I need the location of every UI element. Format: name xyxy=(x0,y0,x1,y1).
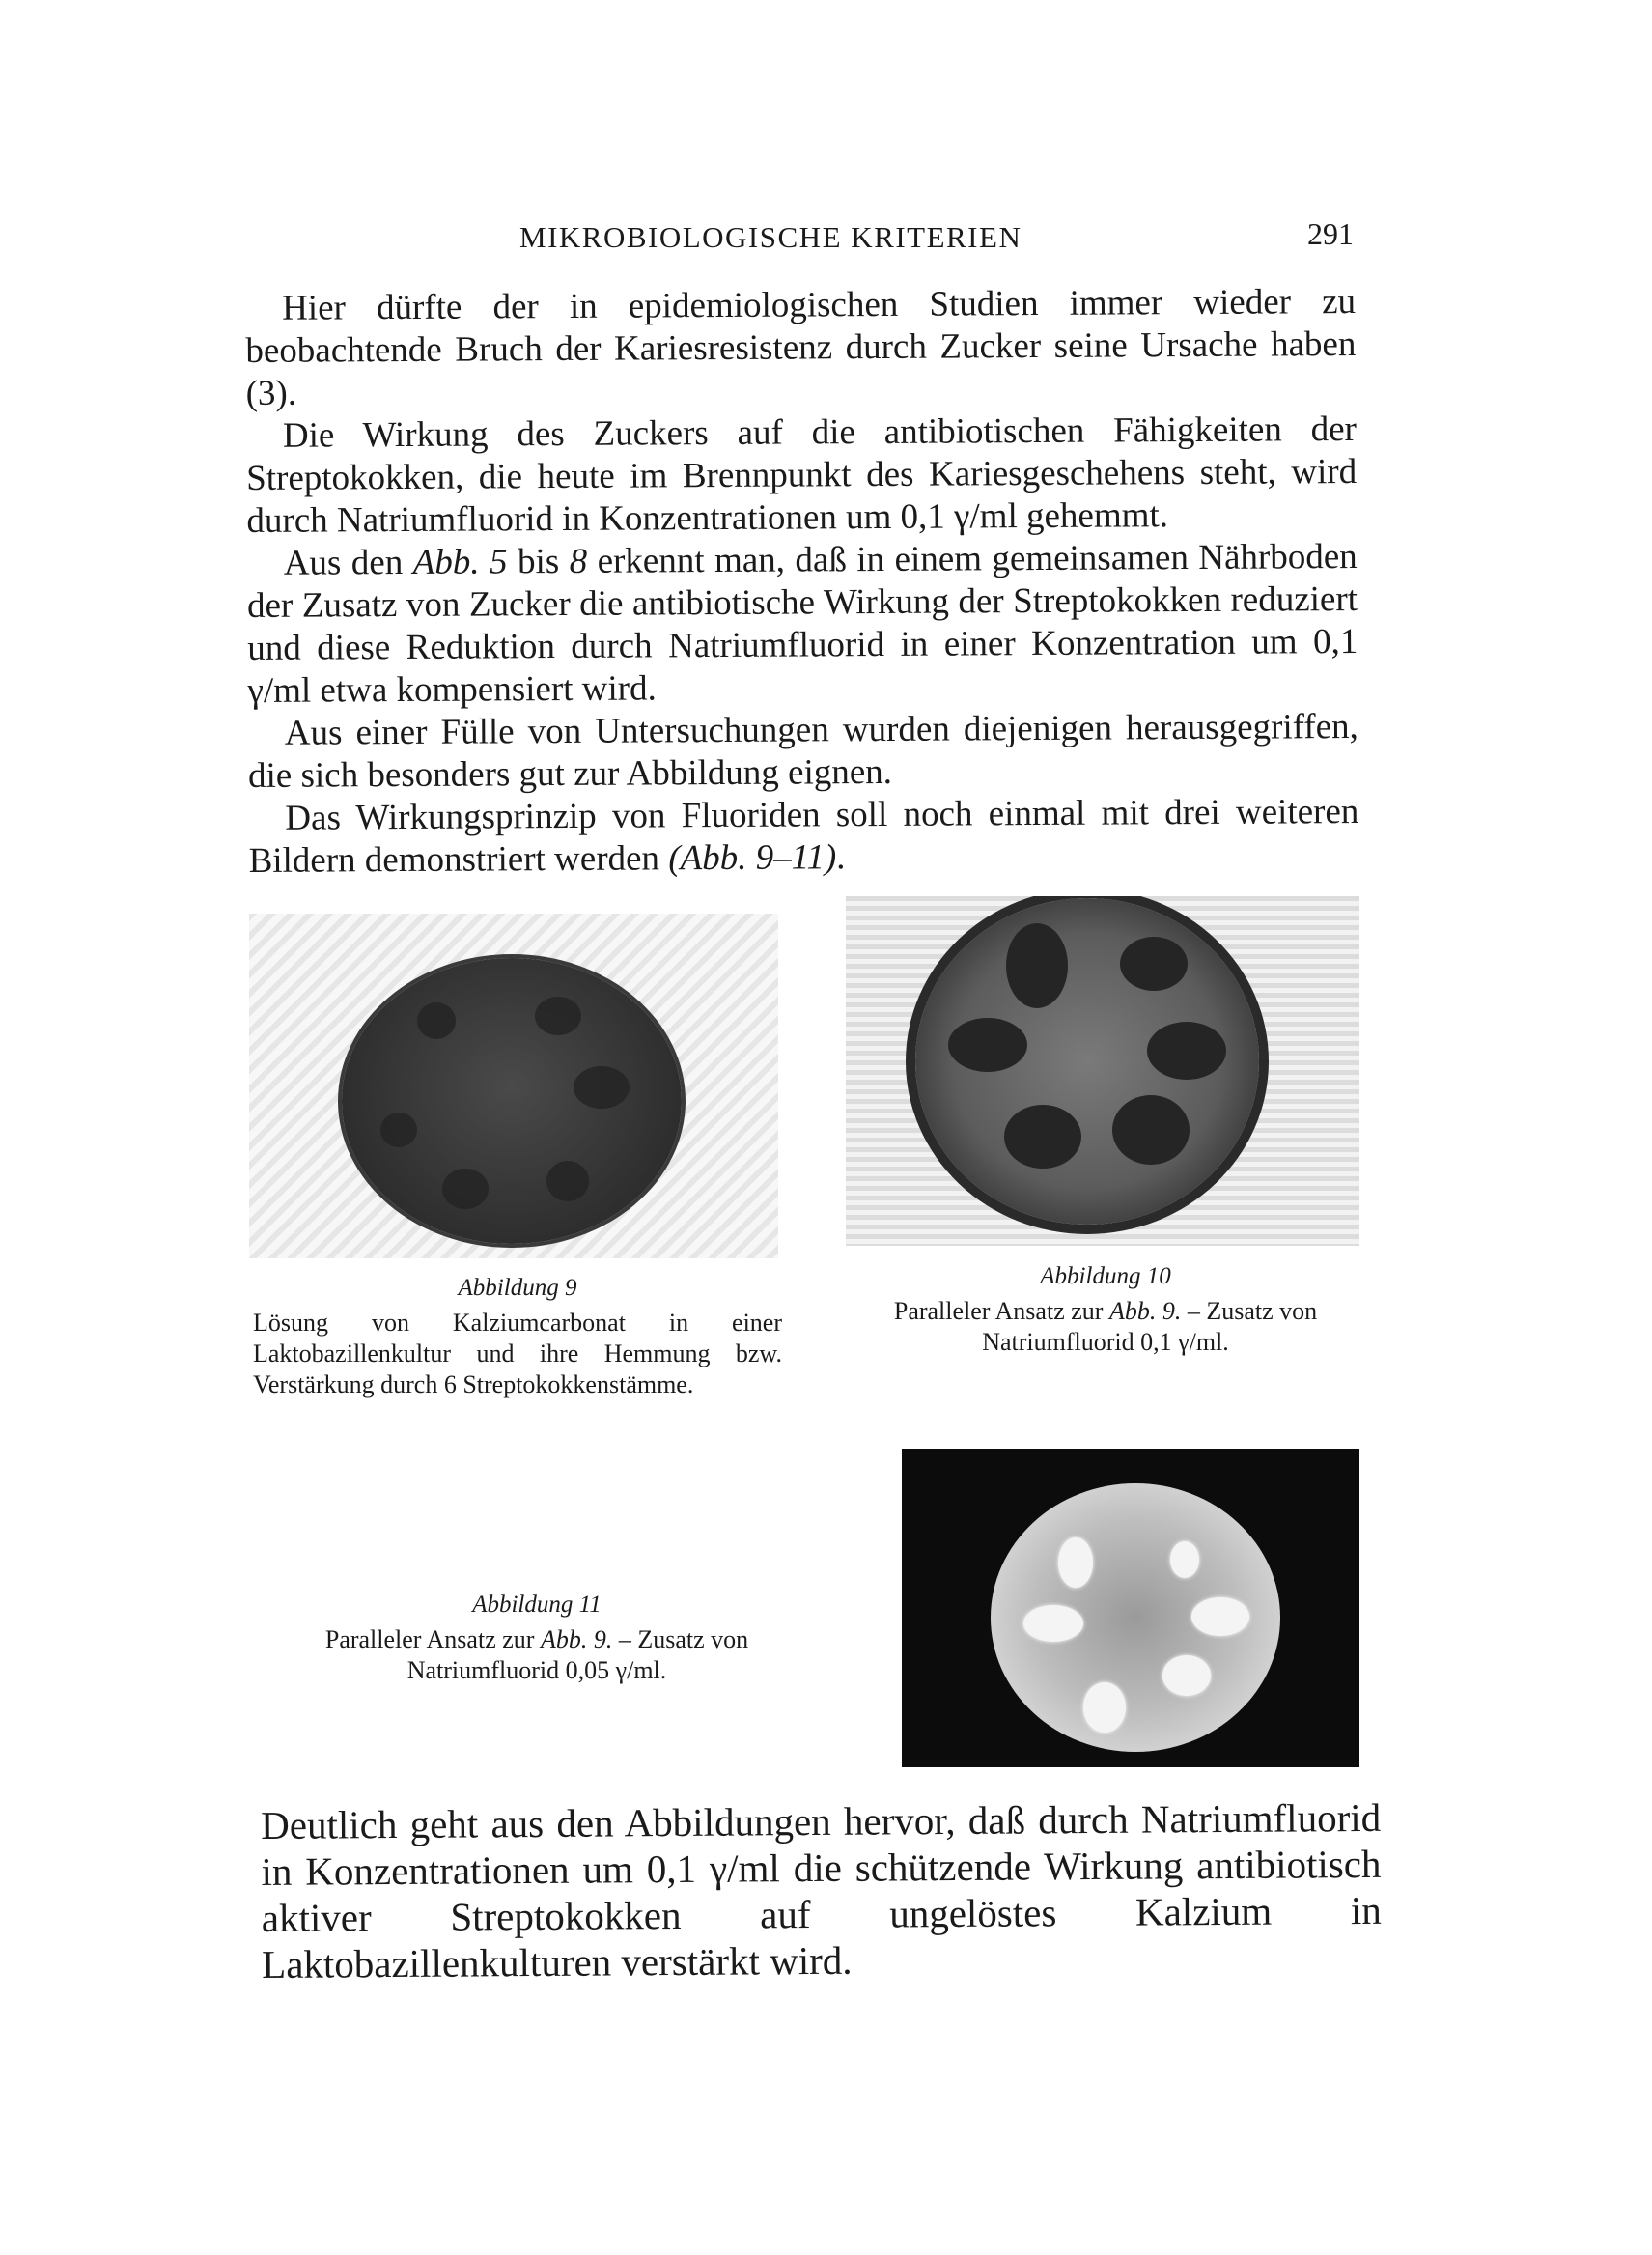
colony-spot xyxy=(1023,1605,1083,1642)
colony-spot xyxy=(535,997,581,1035)
paragraph-3 xyxy=(247,536,1358,713)
figure-reference: Abb. 9. xyxy=(540,1625,613,1653)
paragraph-3-end: erkennt man, daß in einem gemeinsamen Nährboden der Zusatz von Zucker die antibiotische Wirkung der Streptokokken reduziert und diese Reduktion durch Natriumfluorid in einer Konzentration um 0,1 γ/ml etwa kompensiert wird. xyxy=(246,536,1358,711)
closing-paragraph xyxy=(261,1794,1382,1987)
figure-11-caption-text xyxy=(257,1624,817,1686)
colony-spot xyxy=(417,1002,456,1039)
paragraph-3-start: Aus den xyxy=(283,542,413,583)
colony-spot xyxy=(1191,1597,1249,1636)
figure-reference: (Abb. 9–11) xyxy=(668,837,837,879)
paragraph-2: Die Wirkung des Zuckers auf die antibiotischen Fähigkeiten der Streptokokken, die heute im Brennpunkt des Kariesgeschehens steht, wird durch Natriumfluorid in Konzentrationen um 0,1 γ/ml gehemmt. xyxy=(246,409,1358,541)
page-number: 291 xyxy=(1307,216,1354,251)
figure-11-title: Abbildung 11 xyxy=(472,1592,602,1618)
figure-10-photo xyxy=(846,896,1359,1246)
figure-reference: 8 xyxy=(569,541,588,581)
caption-end: – Zusatz von Natriumfluorid 0,1 γ/ml. xyxy=(982,1297,1318,1356)
figure-9-caption-text: Lösung von Kalziumcarbonat in einer Laktobazillenkultur und ihre Hemmung bzw. Verstärkung durch 6 Streptokokkenstämme. xyxy=(253,1309,782,1398)
colony-spot xyxy=(1147,1022,1226,1080)
colony-spot xyxy=(442,1169,489,1209)
figure-11-photo xyxy=(902,1449,1359,1767)
paragraph-5 xyxy=(248,791,1359,883)
paragraph-5-start: Das Wirkungsprinzip von Fluoriden soll noch einmal mit drei weiteren Bildern demonstriert werden xyxy=(248,791,1359,881)
petri-dish xyxy=(915,898,1259,1225)
body-text xyxy=(245,281,1359,883)
colony-spot xyxy=(1112,1095,1190,1165)
petri-dish xyxy=(342,958,682,1244)
paragraph-5-end: . xyxy=(836,837,846,878)
colony-spot xyxy=(1058,1537,1093,1588)
colony-spot xyxy=(574,1066,630,1109)
petri-dish xyxy=(991,1483,1280,1752)
colony-spot xyxy=(380,1113,417,1147)
figure-reference: Abb. 9. xyxy=(1108,1297,1182,1325)
figure-10-title: Abbildung 10 xyxy=(1040,1263,1171,1289)
figure-9-photo xyxy=(249,914,778,1258)
figure-9-caption xyxy=(253,1273,782,1400)
colony-spot xyxy=(1006,923,1068,1008)
colony-spot xyxy=(1004,1105,1081,1169)
figure-10-caption-text xyxy=(840,1296,1371,1358)
figure-11-caption xyxy=(257,1590,817,1686)
running-title: MIKROBIOLOGISCHE KRITERIEN xyxy=(519,220,1022,254)
figure-9-title: Abbildung 9 xyxy=(458,1275,577,1301)
paragraph-4: Aus einer Fülle von Untersuchungen wurden diejenigen herausgegriffen, die sich besonders gut zur Abbildung eignen. xyxy=(247,706,1358,796)
colony-spot xyxy=(1083,1682,1126,1733)
paragraph-3-mid: bis xyxy=(507,541,570,582)
colony-spot xyxy=(948,1018,1027,1072)
caption-end: – Zusatz von Natriumfluorid 0,05 γ/ml. xyxy=(406,1625,749,1684)
colony-spot xyxy=(1162,1655,1211,1696)
colony-spot xyxy=(546,1161,589,1201)
closing-text: Deutlich geht aus den Abbildungen hervor, daß durch Natriumfluorid in Konzentrationen um 0,1 γ/ml die schützende Wirkung antibiotisch aktiver Streptokokken auf ungelöstes Kalzium in Laktobazillenkulturen verstärkt wird. xyxy=(261,1794,1382,1987)
colony-spot xyxy=(1120,937,1188,991)
paragraph-1: Hier dürfte der in epidemiologischen Studien immer wieder zu beobachtende Bruch der Kariesresistenz durch Zucker seine Ursache haben (3). xyxy=(245,281,1357,413)
caption-start: Paralleler Ansatz zur xyxy=(324,1625,541,1653)
figure-reference: Abb. 5 xyxy=(412,542,508,582)
caption-start: Paralleler Ansatz zur xyxy=(893,1297,1109,1325)
colony-spot xyxy=(1170,1541,1199,1578)
figure-10-caption xyxy=(840,1261,1371,1358)
